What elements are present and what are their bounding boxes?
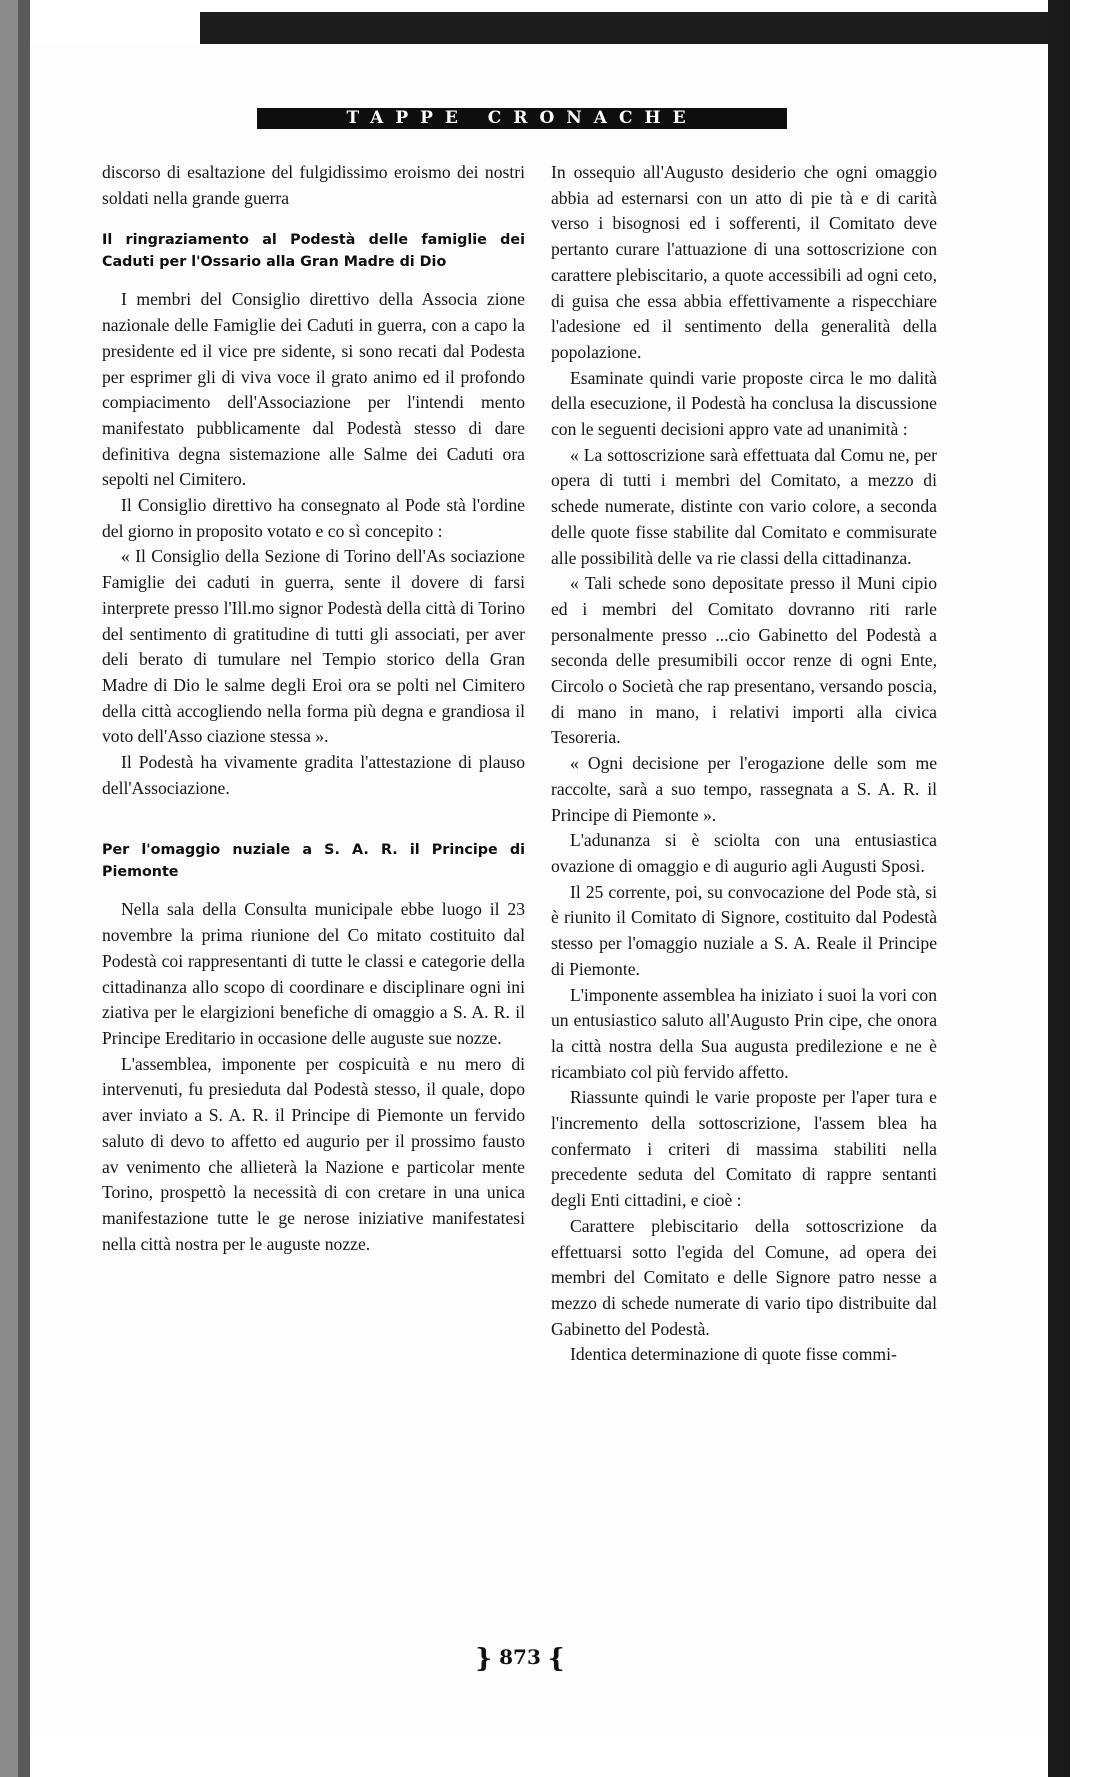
page-number-value: 873 — [499, 1645, 541, 1669]
quoted-decision: « La sottoscrizione sarà effettuata dal Comu ne, per opera di tutti i membri del Comitato, a mezzo di schede numerate, distinte con vario colore, a seconda delle quote fisse stabilite dal Comitato e commisurate alle possibilità delle va rie classi della cittadinanza. — [551, 444, 937, 568]
left-column — [102, 160, 525, 1257]
paragraph: Identica determinazione di quote fisse commi- — [570, 1344, 897, 1365]
paragraph: I membri del Consiglio direttivo della Associa zione nazionale delle Famiglie dei Caduti in guerra, con a capo la presidente ed il vice pre sidente, si sono recati dal Podesta per esprimer gli di viva voce il grato animo ed il profondo compiacimento dell'Associazione per l'intendi mento manifestato pubblicamente dal Podestà stesso di dare definitiva degna sistemazione alle Salme dei Caduti ora sepolti nel Cimitero. — [102, 289, 525, 490]
paragraph: L'imponente assemblea ha iniziato i suoi la vori con un entusiastico saluto all'Augusto Prin cipe, che onora la città nostra della Sua augusta predilezione e ne è ricambiato col più fervido affetto. — [551, 984, 937, 1082]
paragraph: Il Podestà ha vivamente gradita l'attestazione di plauso dell'Associazione. — [102, 752, 525, 798]
paragraph: Il 25 corrente, poi, su convocazione del Pode stà, si è riunito il Comitato di Signore, costituito dal Podestà stesso per l'omaggio nuziale a S. A. Reale il Principe di Piemonte. — [551, 881, 937, 979]
intro-paragraph: discorso di esaltazione del fulgidissimo eroismo dei nostri soldati nella grande guerra — [102, 162, 525, 208]
page-number — [470, 1644, 570, 1674]
paragraph: L'adunanza si è sciolta con una entusiastica ovazione di omaggio e di augurio agli Augusti Sposi. — [551, 830, 937, 876]
scan-border-right — [1048, 0, 1102, 1777]
scan-border-left-inner — [18, 0, 30, 1777]
paragraph: In ossequio all'Augusto desiderio che ogni omaggio abbia ad esternarsi con un atto di pie tà e di carità verso i bisognosi ed i sofferenti, il Comitato deve pertanto curare l'attuazione di una sottoscrizione con carattere plebiscitario, a quote accessibili ad ogni ceto, di guisa che essa abbia effettivamente a rispecchiare l'adesione ed il sentimento della generalità della popolazione. — [551, 162, 937, 362]
paragraph: Nella sala della Consulta municipale ebbe luogo il 23 novembre la prima riunione del Co mitato costituito dal Podestà coi rappresentanti di tutte le classi e categorie della cittadinanza allo scopo di coordinare e disciplinare ogni ini ziativa per le elargizioni benefiche di omaggio a S. A. R. il Principe Ereditario in occasione delle auguste sue nozze. — [102, 899, 525, 1048]
quoted-decision: « Ogni decisione per l'erogazione delle som me raccolte, sarà a suo tempo, rassegnata a S. A. R. il Principe di Piemonte ». — [551, 753, 937, 825]
paragraph: Esaminate quindi varie proposte circa le mo dalità della esecuzione, il Podestà ha conclusa la discussione con le seguenti decisioni appro vate ad unanimità : — [551, 367, 937, 440]
quoted-decision: « Tali schede sono depositate presso il Muni cipio ed i membri del Comitato dovranno riti rarle personalmente presso ...cio Gabinetto del Podestà a seconda delle presumibili occor renze di ogni Ente, Circolo o Società che rap presentano, versando poscia, di mano in mano, i relativi importi alla civica Tesoreria. — [551, 573, 937, 748]
paragraph: Riassunte quindi le varie proposte per l'aper tura e l'incremento della sottoscrizione, l'assem blea ha confermato i criteri di massima stabiliti nella precedente seduta del Comitato di rappre sentanti degli Enti cittadini, e cioè : — [551, 1087, 937, 1211]
section-heading-omaggio-nuziale: Per l'omaggio nuziale a S. A. R. il Principe di Piemonte — [102, 842, 525, 881]
quoted-resolution: « Il Consiglio della Sezione di Torino dell'As sociazione Famiglie dei caduti in guerra, sente il dovere di farsi interprete presso l'Ill.mo signor Podestà della città di Torino del sentimento di gratitudine di tutti gli associati, per aver deli berato di tumulare nel Tempio storico della Gran Madre di Dio le salme degli Eroi ora se polti nel Cimitero della città accogliendo nella forma più degna e grandiosa il voto dell'Asso ciazione stessa ». — [102, 546, 525, 747]
paragraph: Il Consiglio direttivo ha consegnato al Pode stà l'ordine del giorno in proposito votato e co sì concepito : — [102, 495, 525, 541]
left-bracket-ornament-icon: } — [475, 1644, 493, 1674]
paragraph: L'assemblea, imponente per cospicuità e nu mero di intervenuti, fu presieduta dal Podestà stesso, il quale, dopo aver inviato a S. A. R. il Principe di Piemonte un fervido saluto di devo to affetto ed augurio per il prossimo fausto av venimento che allieterà la Nazione e particolar mente Torino, prospettò la necessità di con cretare in una unica manifestazione tutte le ge nerose iniziative manifestatesi nella città nostra per le auguste nozze. — [102, 1053, 525, 1254]
running-header: TAPPE CRONACHE — [257, 108, 787, 129]
right-column — [551, 160, 937, 1368]
right-bracket-ornament-icon: { — [547, 1644, 565, 1674]
scan-border-left — [0, 0, 18, 1777]
section-heading-ossario: Il ringraziamento al Podestà delle famiglie dei Caduti per l'Ossario alla Gran Madre di Dio — [102, 232, 525, 271]
paragraph: Carattere plebiscitario della sottoscrizione da effettuarsi sotto l'egida del Comune, ad opera dei membri del Comitato e delle Signore patro nesse a mezzo di schede numerate di vario tipo distribuite dal Gabinetto del Podestà. — [551, 1215, 937, 1339]
